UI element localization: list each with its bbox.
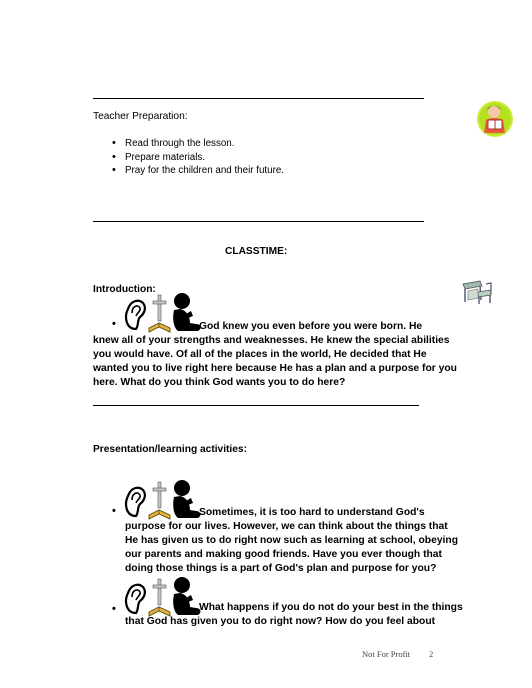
introduction-line: knew all of your strengths and weaknesses. He knew the special abilities: [93, 335, 450, 346]
classtime-heading: CLASSTIME:: [225, 246, 288, 257]
ear-icon: [126, 488, 145, 516]
cross-bible-icon: [149, 295, 170, 332]
list-item: • Read through the lesson.: [112, 137, 284, 151]
presentation-item-line: our parents and making good friends. Have you ever though that: [125, 549, 442, 560]
presentation-heading: Presentation/learning activities:: [93, 444, 247, 455]
page-number: 2: [429, 649, 434, 659]
presentation-item-first-line: What happens if you do not do your best in the things: [199, 602, 463, 613]
teacher-prep-list: [112, 137, 284, 178]
presentation-item-line: doing those things is a part of God's plan and purpose for you?: [125, 563, 437, 574]
teacher-prep-heading: Teacher Preparation:: [93, 111, 188, 122]
teacher-reading-icon: [476, 100, 514, 138]
bullet: •: [112, 505, 116, 517]
divider-bottom: [93, 405, 419, 406]
ear-icon: [126, 585, 145, 613]
presentation-item-first-line: Sometimes, it is too hard to understand God's: [199, 507, 425, 518]
introduction-heading: Introduction:: [93, 284, 156, 295]
list-item: • Pray for the children and their future.: [112, 164, 284, 178]
presentation-item-line: that God has given you to do right now? How do you feel about: [125, 616, 436, 627]
ear-icon: [126, 301, 145, 329]
praying-child-icon: [173, 577, 200, 615]
activity-icon-group: [124, 576, 204, 618]
list-item: • Prepare materials.: [112, 151, 284, 165]
introduction-first-line: God knew you even before you were born. He: [199, 321, 423, 332]
introduction-line: wanted you to live right here because He has a plan and a purpose for you: [93, 363, 457, 374]
school-desk-icon: [460, 278, 494, 306]
praying-child-icon: [173, 293, 200, 331]
presentation-item-line: purpose for our lives. However, we can think about the things that: [125, 521, 448, 532]
introduction-line: you would have. Of all of the places in the world, He decided that He: [93, 349, 427, 360]
cross-bible-icon: [149, 579, 170, 616]
divider-middle: [93, 221, 424, 222]
activity-icon-group: [124, 479, 204, 521]
introduction-line: here. What do you think God wants you to do here?: [93, 377, 346, 388]
praying-child-icon: [173, 480, 200, 518]
activity-icon-group: [124, 292, 204, 334]
footer-text: Not For Profit: [362, 649, 411, 659]
bullet: •: [112, 603, 116, 615]
presentation-item-line: He has given us to do right now such as learning at school, obeying: [125, 535, 458, 546]
bullet: •: [112, 318, 116, 330]
cross-bible-icon: [149, 482, 170, 519]
divider-top: [93, 98, 424, 99]
